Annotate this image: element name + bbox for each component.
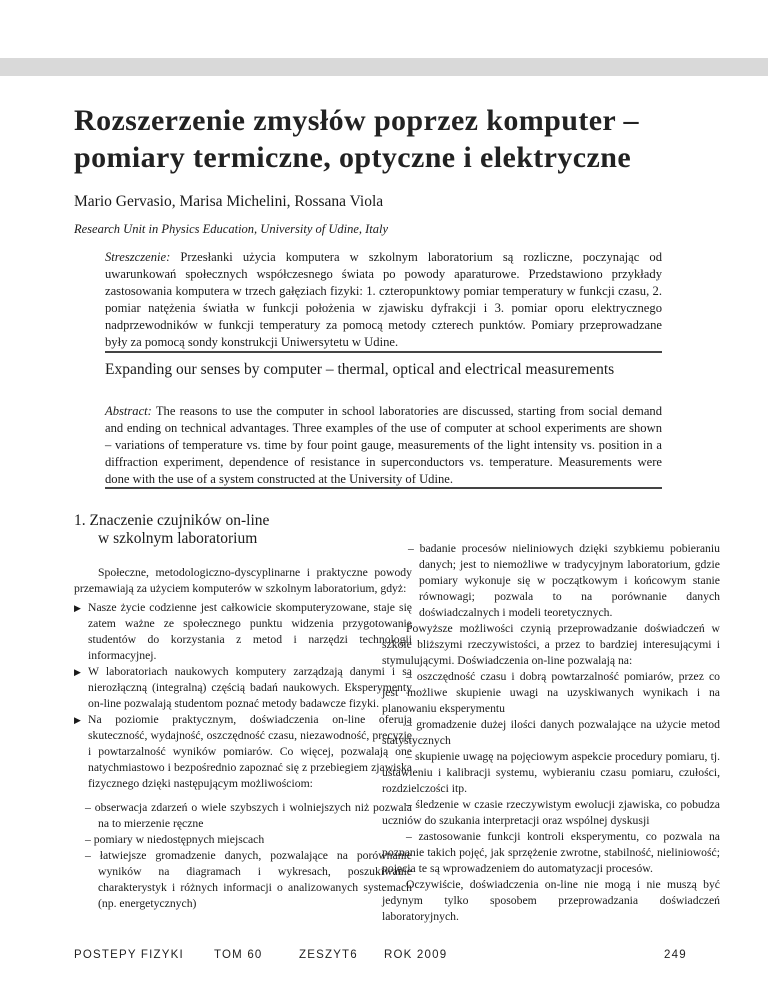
article-title: Rozszerzenie zmysłów poprzez komputer – pomiary termiczne, optyczne i elektryczne <box>74 104 639 174</box>
section-title-line2: w szkolnym laboratorium <box>98 530 258 547</box>
triangle-bullet-icon: ▶ <box>74 667 81 677</box>
authors: Mario Gervasio, Marisa Michelini, Rossana Viola <box>74 193 384 210</box>
list-item: – pomiary w niedostępnych miejscach <box>85 833 265 846</box>
list-item: – zastosowanie funkcji kontroli eksperymentu, co pozwala na poznanie takich pojęć, jak sprzężenie zwrotne, stabilność, nieliniowość; pojęcia te są wprowadzeniem do automatyzacji procesów. <box>382 830 720 875</box>
paragraph: Powyższe możliwości czynią przeprowadzanie doświadczeń w szkole bliższymi rzeczywistości, a przez to bardziej interesującymi i stymulującymi. Doświadczenia on-line pozwalają na: <box>382 622 720 667</box>
list-item: – oszczędność czasu i dobrą powtarzalność pomiarów, przez co jest możliwe skupienie uwagi na uzyskiwanych wynikach i na planowaniu eksperymentu <box>382 670 720 715</box>
bullet-text: Na poziomie praktycznym, doświadczenia on-line oferują skuteczność, wydajność, oszczędność czasu, niezawodność, precyzję i powtarzalność wyników pomiarów. Co więcej, pozwalają one natychmiastowo i bezpośrednio zapoznać się z przebiegiem zjawiska fizycznego dzięki następującym możliwościom: <box>88 713 412 790</box>
abstract-polish-text: Przesłanki użycia komputera w szkolnym laboratorium są rozliczne, poczynając od uwarunkowań społecznych współczesnego świata po powody aparaturowe. Przedstawiono przykłady zastosowania komputera w trzech gałęziach fizyki: 1. czteropunktowy pomiar temperatury w funkcji czasu, 2. pomiar natężenia światła w funkcji położenia w zjawisku dyfrakcji i 3. pomiar oporu elektrycznego nadprzewodników w funkcji temperatury za pomocą metody czterech punktów. Pomiary przeprowadzane były za pomocą sondy konstrukcji Uniwersytetu w Udine. <box>105 250 662 349</box>
paragraph: Oczywiście, doświadczenia on-line nie mogą i nie muszą być jedynym tylko sposobem przeprowadzania doświadczeń laboratoryjnych. <box>382 878 720 923</box>
bullet-item <box>74 712 412 792</box>
section-heading <box>74 512 412 548</box>
list-item: – skupienie uwagę na pojęciowym aspekcie procedury pomiaru, tj. ustawieniu i kalibracji systemu, wybieraniu czasu pomiaru, czułości, rozdzielczości itp. <box>382 750 720 795</box>
footer-year: ROK 2009 <box>384 949 448 961</box>
section-intro: Społeczne, metodologiczno-dyscyplinarne i praktyczne powody przemawiają za użyciem komputerów w szkolnym laboratorium, gdyż: <box>74 566 412 595</box>
bullet-item <box>74 600 412 664</box>
list-item: – gromadzenie dużej ilości danych pozwalające na użycie metod statystycznych <box>382 718 720 747</box>
right-column <box>382 541 720 925</box>
footer-issue: ZESZYT6 <box>299 949 358 961</box>
section-title-line1: Znaczenie czujników on-line <box>89 512 270 529</box>
english-title: Expanding our senses by computer – thermal, optical and electrical measurements <box>105 361 615 378</box>
footer-volume: TOM 60 <box>214 949 263 961</box>
section-number: 1. <box>74 512 86 529</box>
page-footer <box>0 949 768 965</box>
page-number: 249 <box>664 949 687 961</box>
divider-bottom <box>105 487 662 489</box>
left-column <box>74 512 412 912</box>
triangle-bullet-icon: ▶ <box>74 603 81 613</box>
affiliation: Research Unit in Physics Education, University of Udine, Italy <box>74 222 389 236</box>
list-item: – śledzenie w czasie rzeczywistym ewolucji zjawiska, co pobudza uczniów do szukania interpretacji oraz wspólnej dyskusji <box>382 798 720 827</box>
abstract-english-text: The reasons to use the computer in school laboratories are discussed, starting from social demand and ending on technical advantages. Three examples of the use of computer at school experiments are shown – variations of temperature vs. time by four point gauge, measurements of the light intensity vs. position in a diffraction experiment, dependence of resistance in superconductors vs. temperature. Measurements were done with the use of a system constructed at the University of Udine. <box>105 404 662 486</box>
triangle-bullet-icon: ▶ <box>74 715 81 725</box>
bullet-item <box>74 664 412 712</box>
top-gray-band <box>0 58 768 76</box>
bullet-text: Nasze życie codzienne jest całkowicie skomputeryzowane, staje się zatem ważne ze społecznego punktu widzenia przygotowanie studentów do korzystania z metod i narzędzi technologii informacyjnej. <box>88 601 412 662</box>
footer-journal: POSTEPY FIZYKI <box>74 949 184 961</box>
abstract-polish-label: Streszczenie: <box>105 250 171 264</box>
abstract-polish <box>105 249 662 351</box>
divider-top <box>105 351 662 353</box>
bullet-text: W laboratoriach naukowych komputery zarządzają danymi i są nierozłączną (integralną) częścią badań naukowych. Eksperymenty on-line pozwalają studentom poznać metody badawcze fizyki. <box>88 665 412 710</box>
list-item: – badanie procesów nieliniowych dzięki szybkiemu pobieraniu danych; jest to niemożliwe w tradycyjnym laboratorium, gdzie pomiary wykonuje się w początkowym i końcowym stanie równowagi; pozwala to na porównanie danych doświadczalnych i modeli teoretycznych. <box>408 542 720 619</box>
list-item: – obserwacja zdarzeń o wiele szybszych i wolniejszych niż pozwala na to mierzenie ręczne <box>85 801 412 830</box>
abstract-english-label: Abstract: <box>105 404 152 418</box>
abstract-english <box>105 403 662 488</box>
list-item: – łatwiejsze gromadzenie danych, pozwalające na porównanie wyników na diagramach i wykresach, poszukiwanie charakterystyk i różnych informacji o analizowanych systemach (np. energetycznych) <box>85 849 412 910</box>
